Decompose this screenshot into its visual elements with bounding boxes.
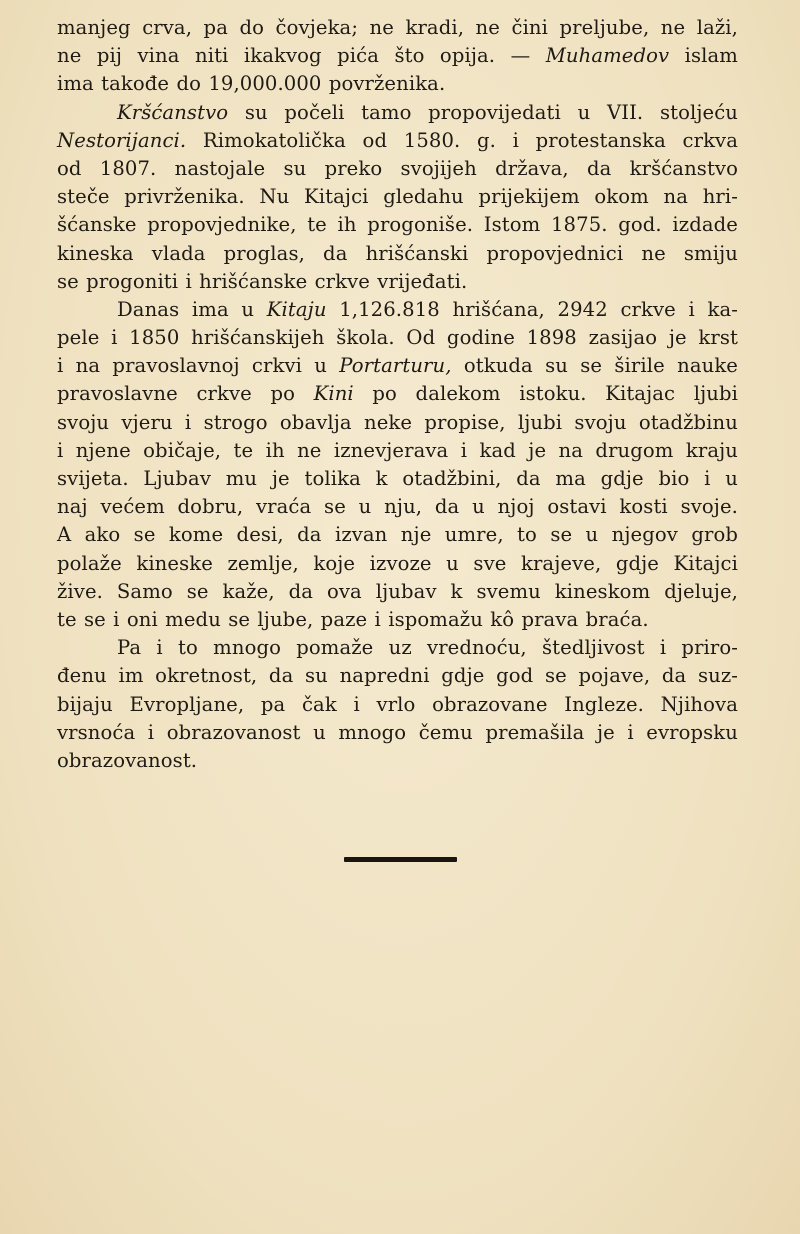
paragraph	[57, 14, 738, 99]
text-run: su počeli tamo propovijedati u VII. stoljeću	[228, 100, 738, 124]
text-run: svijeta. Ljubav mu je tolika k otadžbini, da ma gdje bio i u	[57, 467, 738, 490]
text-run: Pa i to mnogo pomaže uz vrednoću, štedljivost i priro-	[117, 636, 738, 660]
text-line	[57, 155, 738, 183]
text-run: pele i 1850 hrišćanskijeh škola. Od godine 1898 zasijao je krst	[57, 326, 738, 350]
text-line	[57, 719, 738, 747]
text-line	[57, 42, 738, 70]
text-line	[57, 268, 738, 296]
text-line	[57, 296, 738, 324]
text-line	[57, 550, 738, 578]
text-run: se progoniti i hrišćanske crkve vrijeđati.	[57, 269, 468, 293]
text-line	[57, 380, 738, 408]
text-run: A ako se kome desi, da izvan nje umre, to se u njegov grob	[57, 523, 738, 547]
text-line	[57, 352, 738, 380]
text-run: islam	[669, 44, 738, 68]
text-line	[57, 240, 738, 268]
paragraph	[57, 296, 738, 634]
text-run: ne pij vina niti ikakvog pića što opija. —	[57, 44, 546, 68]
text-run: od 1807. nastojale su preko svojijeh država, da kršćanstvo	[57, 156, 738, 180]
text-line	[57, 211, 738, 239]
text-run: vrsnoća i obrazovanost u mnogo čemu premašila je i evropsku	[57, 720, 738, 744]
body-text	[57, 14, 738, 775]
text-run: i njene običaje, te ih ne iznevjerava i kad je na drugom kraju	[57, 438, 738, 462]
text-line	[57, 634, 738, 662]
text-run: pravoslavne crkve po	[57, 382, 314, 406]
italic-term: Kršćanstvo	[117, 100, 229, 124]
text-run: otkuda su se širile nauke	[451, 354, 738, 378]
text-run: te se i oni medu se ljube, paze i ispomažu kô prava braća.	[57, 607, 649, 631]
text-run: steče privrženika. Nu Kitajci gledahu prijekijem okom na hri-	[57, 185, 738, 209]
text-run: po dalekom istoku. Kitajac ljubi	[353, 382, 738, 406]
text-line	[57, 662, 738, 690]
text-run: Danas ima u	[117, 297, 267, 321]
italic-term: Nestorijanci.	[57, 128, 187, 152]
text-run: ima takođe do 19,000.000 povrženika.	[57, 72, 446, 96]
text-line	[57, 99, 738, 127]
italic-term: Kitaju	[266, 297, 327, 321]
text-run: žive. Samo se kaže, da ova ljubav k svemu kineskom djeluje,	[57, 579, 738, 603]
text-run: đenu im okretnost, da su napredni gdje god se pojave, da suz-	[57, 664, 738, 688]
text-run: 1,126.818 hrišćana, 2942 crkve i ka-	[326, 297, 739, 321]
text-run: polaže kineske zemlje, koje izvoze u sve krajeve, gdje Kitajci	[57, 551, 738, 575]
text-run: obrazovanost.	[57, 748, 198, 772]
text-line	[57, 606, 738, 634]
italic-term: Portarturu,	[339, 354, 452, 378]
italic-term: Muhamedov	[545, 44, 670, 68]
text-run: manjeg crva, pa do čovjeka; ne kradi, ne čini preljube, ne laži,	[57, 16, 738, 39]
text-line	[57, 493, 738, 521]
text-line	[57, 127, 738, 155]
text-run: bijaju Evropljane, pa čak i vrlo obrazovane Ingleze. Njihova	[57, 692, 738, 716]
text-line	[57, 70, 738, 98]
text-line	[57, 465, 738, 493]
text-run: Rimokatolička od 1580. g. i protestanska crkva	[186, 128, 738, 152]
text-run: kineska vlada proglas, da hrišćanski propovjednici ne smiju	[57, 241, 738, 265]
text-run: svoju vjeru i strogo obavlja neke propise, ljubi svoju otadžbinu	[57, 410, 738, 434]
paragraph	[57, 99, 738, 296]
italic-term: Kini	[313, 382, 354, 406]
text-line	[57, 14, 738, 42]
section-divider-rule	[344, 857, 457, 862]
text-line	[57, 578, 738, 606]
paragraph	[57, 634, 738, 775]
text-run: naj većem dobru, vraća se u nju, da u njoj ostavi kosti svoje.	[57, 495, 738, 519]
text-line	[57, 691, 738, 719]
text-run: i na pravoslavnoj crkvi u	[57, 354, 340, 378]
text-line	[57, 437, 738, 465]
text-line	[57, 747, 738, 775]
text-line	[57, 409, 738, 437]
text-run: šćanske propovjednike, te ih progoniše. Istom 1875. god. izdade	[57, 213, 738, 237]
text-line	[57, 521, 738, 549]
text-line	[57, 183, 738, 211]
text-line	[57, 324, 738, 352]
